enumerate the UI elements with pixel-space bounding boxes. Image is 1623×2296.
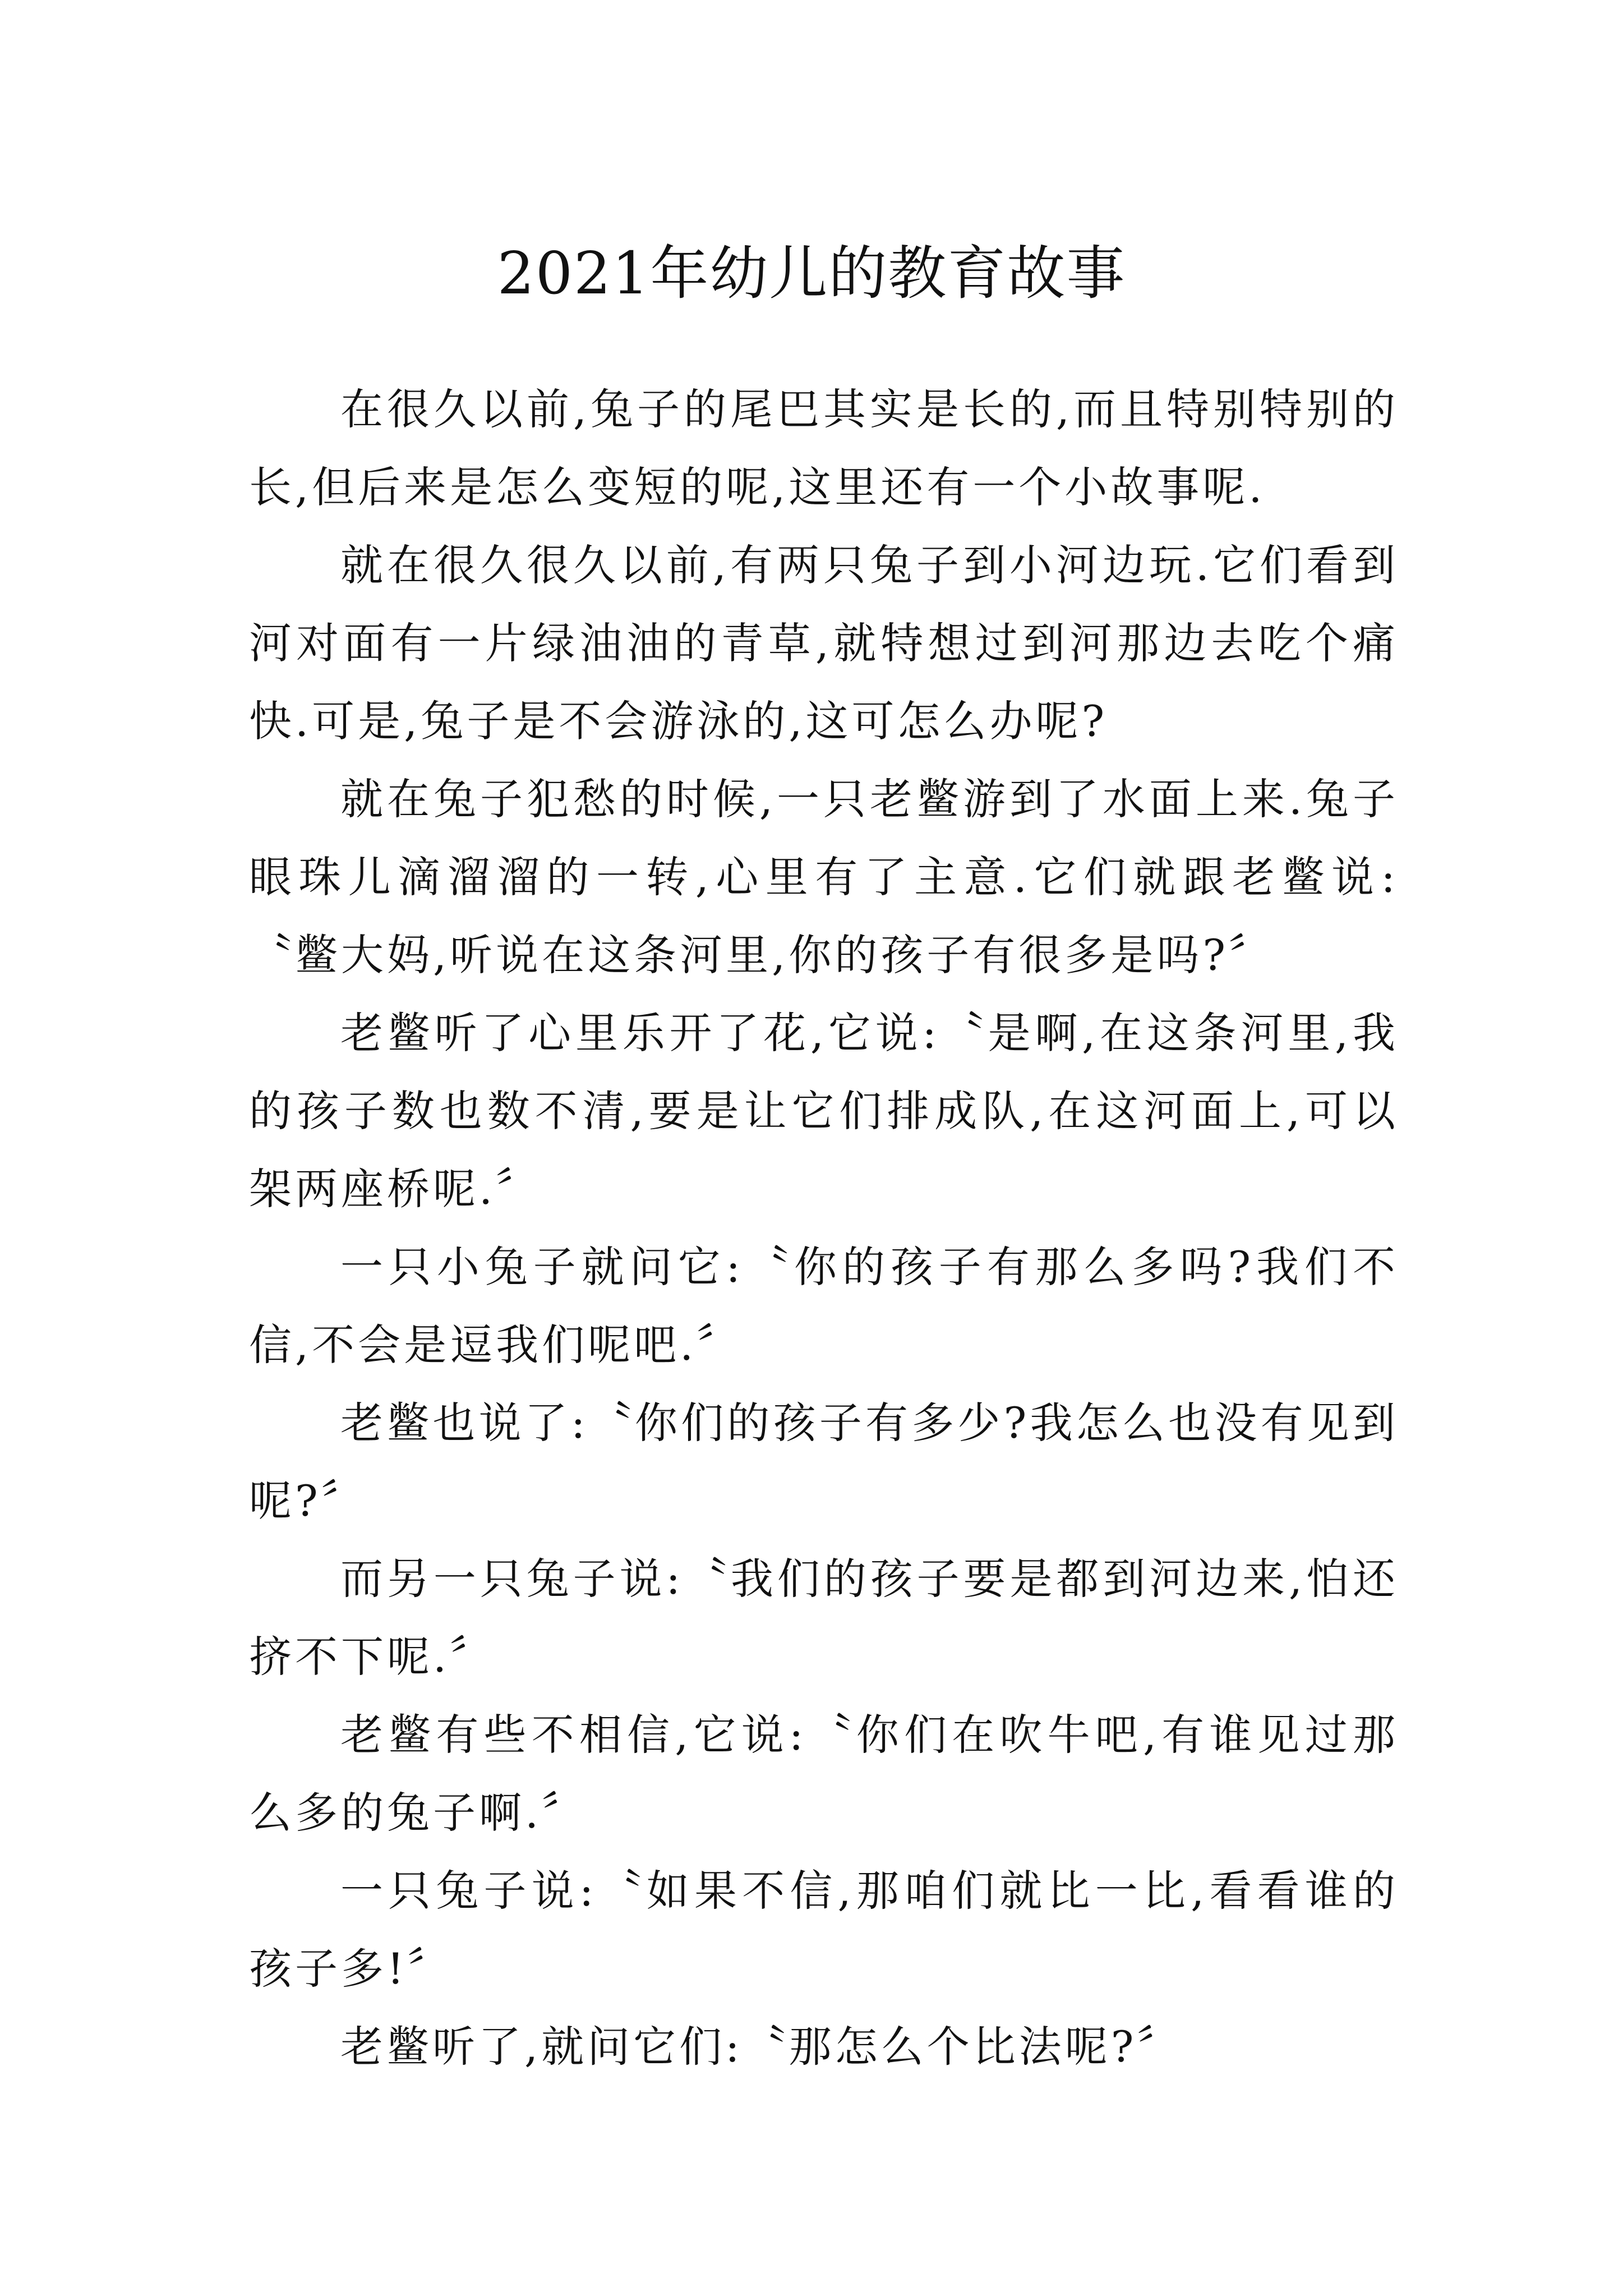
paragraph-3: 就在兔子犯愁的时候,一只老鳖游到了水面上来.兔子眼珠儿滴溜溜的一转,心里有了主意.它们就跟老鳖说:〝鳖大妈,听说在这条河里,你的孩子有很多是吗?〞 [249, 774, 1399, 980]
story-body [249, 370, 1399, 2086]
paragraph-2: 就在很久很久以前,有两只兔子到小河边玩.它们看到河对面有一片绿油油的青草,就特想过到河那边去吃个痛快.可是,兔子是不会游泳的,这可怎么办呢? [249, 540, 1399, 746]
paragraph-10: 老鳖听了,就问它们:〝那怎么个比法呢?〞 [340, 2022, 1183, 2072]
paragraph-1: 在很久以前,兔子的尾巴其实是长的,而且特别特别的长,但后来是怎么变短的呢,这里还有一个小故事呢. [249, 384, 1399, 512]
paragraph-6: 老鳖也说了:〝你们的孩子有多少?我怎么也没有见到呢?〞 [249, 1398, 1399, 1526]
paragraph-4: 老鳖听了心里乐开了花,它说:〝是啊,在这条河里,我的孩子数也数不清,要是让它们排成队,在这河面上,可以架两座桥呢.〞 [249, 1008, 1399, 1214]
paragraph-7: 而另一只兔子说:〝我们的孩子要是都到河边来,怕还挤不下呢.〞 [249, 1554, 1399, 1682]
paragraph-8: 老鳖有些不相信,它说:〝你们在吹牛吧,有谁见过那么多的兔子啊.〞 [249, 1710, 1399, 1838]
paragraph-9: 一只兔子说:〝如果不信,那咱们就比一比,看看谁的孩子多!〞 [249, 1866, 1399, 1994]
document-title: 2021年幼儿的教育故事 [497, 238, 1126, 307]
paragraph-5: 一只小兔子就问它:〝你的孩子有那么多吗?我们不信,不会是逗我们呢吧.〞 [249, 1242, 1399, 1370]
